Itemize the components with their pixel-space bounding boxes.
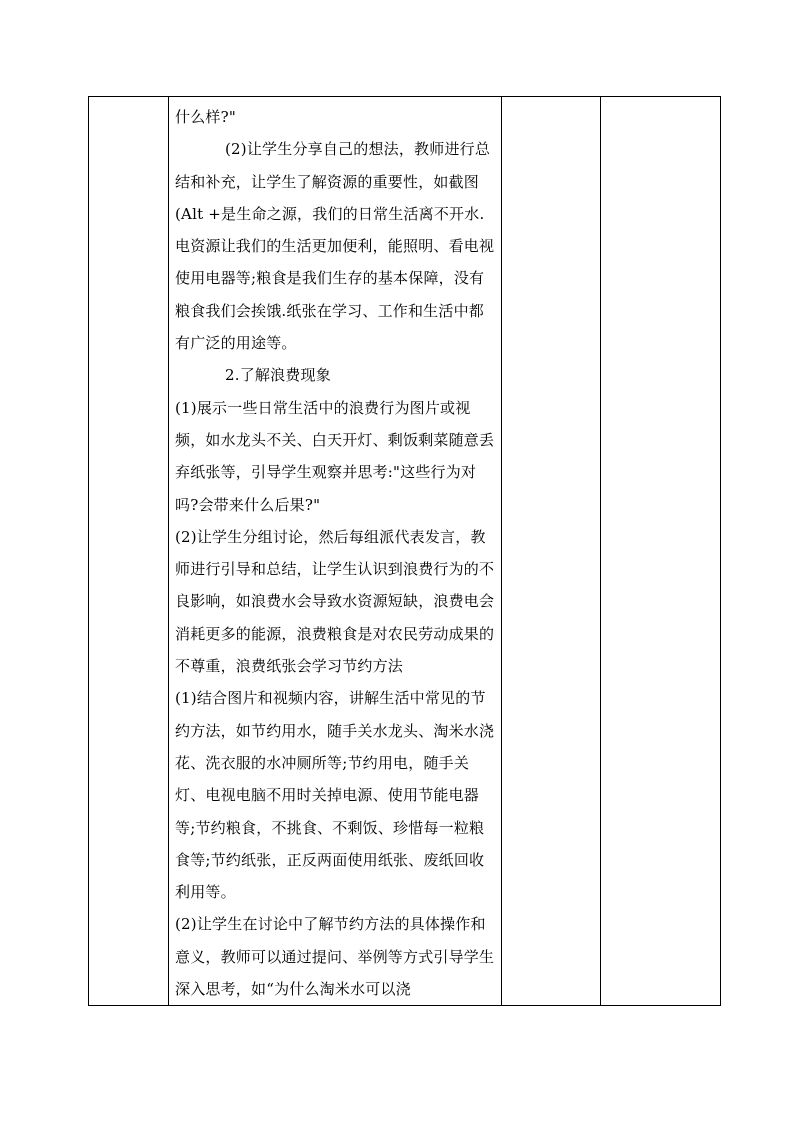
- table-cell-left: [89, 97, 169, 1006]
- paragraph: (1)展示一些日常生活中的浪费行为图片或视频，如水龙头不关、白天开灯、剩饭剩菜随意丢弃纸张等，引导学生观察并思考:"这些行为对吗?会带来什么后果?": [175, 398, 495, 514]
- paragraph: (2)让学生分组讨论，然后每组派代表发言，教师进行引导和总结，让学生认识到浪费行为的不良影响，如浪费水会导致水资源短缺，浪费电会消耗更多的能源，浪费粮食是对农民劳动成果的不尊重，浪费纸张会学习节约方法: [175, 527, 495, 676]
- section-heading: 2.了解浪费现象: [225, 366, 331, 385]
- table-cell-content: [169, 97, 502, 1006]
- table-row: [89, 97, 721, 1006]
- paragraph: 什么样?": [175, 108, 236, 126]
- table-cell-empty: [502, 97, 601, 1006]
- paragraph: (1)结合图片和视频内容，讲解生活中常见的节约方法，如节约用水，随手关水龙头、淘米水浇花、洗衣服的水冲厕所等;节约用电，随手关灯、电视电脑不用时关掉电源、使用节能电器等;节约粮食，不挑食、不剩饭、珍惜每一粒粮食等;节约纸张，正反两面使用纸张、废纸回收利用等。: [175, 689, 495, 902]
- paragraph: (2)让学生分享自己的想法，教师进行总结和补充，让学生了解资源的重要性，如截图(Alt +是生命之源，我们的日常生活离不开水.电资源让我们的生活更加便利，能照明、看电视使用电器等;粮食是我们生存的基本保障，没有粮食我们会挨饿.纸张在学习、工作和生活中都有广泛的用途等。: [175, 140, 495, 353]
- paragraph: (2)让学生在讨论中了解节约方法的具体操作和意义，教师可以通过提问、举例等方式引导学生深入思考，如“为什么淘米水可以浇: [175, 915, 495, 999]
- lesson-plan-table: [88, 96, 721, 1006]
- table-cell-empty: [601, 97, 721, 1006]
